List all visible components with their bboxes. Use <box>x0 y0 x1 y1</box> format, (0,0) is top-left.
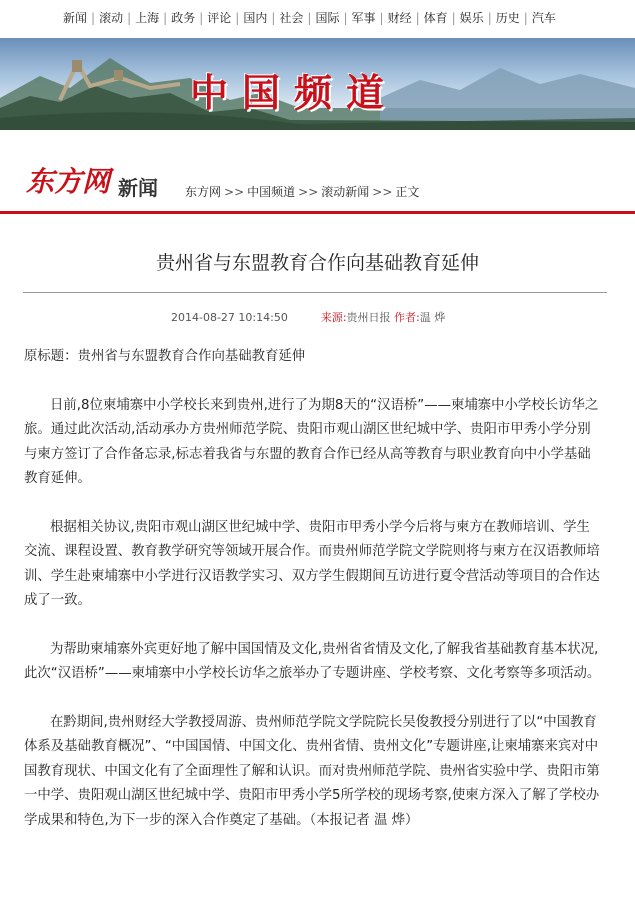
nav-link[interactable]: 上海 <box>135 11 160 25</box>
title-divider <box>23 292 607 293</box>
channel-banner <box>0 38 635 130</box>
nav-link[interactable]: 娱乐 <box>459 11 484 25</box>
breadcrumb <box>185 183 419 200</box>
article-meta <box>171 309 445 325</box>
nav-link[interactable]: 评论 <box>207 11 232 25</box>
article-paragraph: 根据相关协议,贵阳市观山湖区世纪城中学、贵阳市甲秀小学今后将与柬方在教师培训、学生交流、课程设置、教育教学研究等领域开展合作。而贵州师范学院文学院则将与柬方在汉语教师培训、学生赴柬埔寨中小学进行汉语教学实习、双方学生假期间互访进行夏令营活动等项目的合作达成了一致。 <box>24 519 600 608</box>
nav-link[interactable]: 汽车 <box>531 11 556 25</box>
nav-separator: | <box>91 11 96 25</box>
nav-separator: | <box>127 11 132 25</box>
nav-link[interactable]: 军事 <box>351 11 376 25</box>
article-paragraph: 在黔期间,贵州财经大学教授周游、贵州师范学院文学院院长吴俊教授分别进行了以“中国教育体系及基础教育概况”、“中国国情、中国文化、贵州省情、贵州文化”专题讲座,让柬埔寨来宾对中国教育现状、中国文化有了全面理性了解和认识。而对贵州师范学院、贵州省实验中学、贵阳市第一中学、贵阳观山湖区世纪城中学、贵阳市甲秀小学5所学校的现场考察,使柬方深入了解了学校办学成果和特色,为下一步的深入合作奠定了基础。（本报记者 温 烨） <box>24 714 600 828</box>
source-name: 贵州日报 <box>346 311 391 324</box>
header-divider <box>0 211 635 214</box>
nav-separator: | <box>523 11 528 25</box>
nav-separator: | <box>271 11 276 25</box>
nav-link[interactable]: 财经 <box>387 11 412 25</box>
nav-separator: | <box>163 11 168 25</box>
nav-link[interactable]: 社会 <box>279 11 304 25</box>
nav-link[interactable]: 体育 <box>423 11 448 25</box>
author-name: 温 烨 <box>419 311 446 324</box>
original-title: 原标题：贵州省与东盟教育合作向基础教育延伸 <box>24 349 306 364</box>
author-label: 作者: <box>394 311 420 324</box>
nav-link[interactable]: 国际 <box>315 11 340 25</box>
breadcrumb-item[interactable]: 滚动新闻 <box>321 185 370 199</box>
top-navigation <box>0 0 635 38</box>
breadcrumb-separator: >> <box>372 185 393 199</box>
article-paragraph: 为帮助柬埔寨外宾更好地了解中国国情及文化,贵州省省情及文化,了解我省基础教育基本状况,此次“汉语桥”——柬埔寨中小学校长访华之旅举办了专题讲座、学校考察、文化考察等多项活动。 <box>24 641 601 681</box>
top-nav-items <box>63 9 556 26</box>
nav-link[interactable]: 新闻 <box>63 11 88 25</box>
nav-separator: | <box>379 11 384 25</box>
breadcrumb-item[interactable]: 中国频道 <box>247 185 296 199</box>
breadcrumb-item[interactable]: 东方网 <box>185 185 222 199</box>
article-title: 贵州省与东盟教育合作向基础教育延伸 <box>155 252 479 274</box>
breadcrumb-separator: >> <box>224 185 245 199</box>
site-logo[interactable]: 东方网 <box>26 165 111 198</box>
section-name[interactable]: 新闻 <box>118 176 158 200</box>
nav-separator: | <box>451 11 456 25</box>
publish-datetime: 2014-08-27 10:14:50 <box>171 311 288 324</box>
nav-separator: | <box>199 11 204 25</box>
nav-link[interactable]: 历史 <box>495 11 520 25</box>
nav-link[interactable]: 政务 <box>171 11 196 25</box>
source-label: 来源: <box>320 311 347 324</box>
breadcrumb-item: 正文 <box>395 185 420 199</box>
article-body <box>24 345 602 857</box>
nav-separator: | <box>307 11 312 25</box>
nav-separator: | <box>487 11 492 25</box>
article-paragraph: 日前,8位柬埔寨中小学校长来到贵州,进行了为期8天的“汉语桥”——柬埔寨中小学校长访华之旅。通过此次活动,活动承办方贵州师范学院、贵阳市观山湖区世纪城中学、贵阳市甲秀小学分别与柬方签订了合作备忘录,标志着我省与东盟的教育合作已经从高等教育与职业教育向中小学基础教育延伸。 <box>24 397 599 486</box>
breadcrumb-separator: >> <box>298 185 319 199</box>
nav-separator: | <box>415 11 420 25</box>
channel-title: 中国频道 <box>190 70 399 115</box>
nav-separator: | <box>343 11 348 25</box>
nav-separator: | <box>235 11 240 25</box>
nav-link[interactable]: 国内 <box>243 11 268 25</box>
nav-link[interactable]: 滚动 <box>99 11 124 25</box>
